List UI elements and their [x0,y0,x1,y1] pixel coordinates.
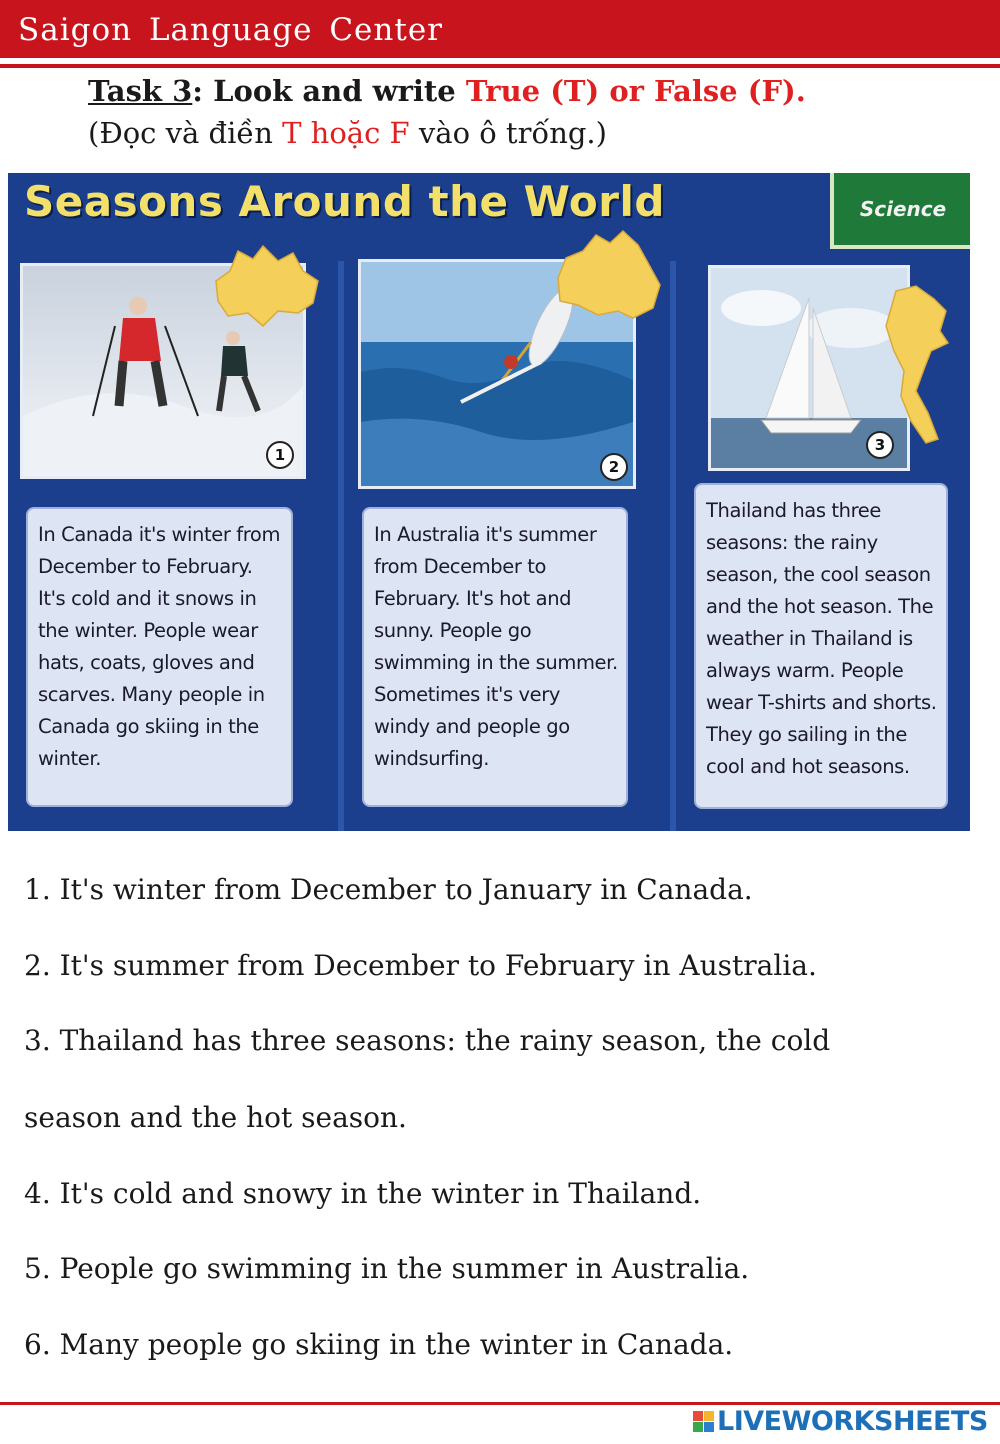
panel-number: 2 [600,453,628,481]
task-subheading [88,116,607,150]
panel-number: 1 [266,441,294,469]
task-heading [88,74,806,108]
question-3-continued: season and the hot season. [24,1101,407,1134]
task-instruction: : Look and write [192,74,466,108]
question-2: 2. It's summer from December to February in Australia. [24,949,817,982]
panel-text-australia: In Australia it's summer from December to February. It's hot and sunny. People go swimming in the summer. Sometimes it's very windy and people go windsurfing. [362,507,628,807]
sub-open: (Đọc và điền [88,116,283,150]
science-tag: Science [830,173,970,249]
question-1: 1. It's winter from December to January in Canada. [24,873,753,906]
australia-map-icon [548,223,668,333]
panel-text-thailand: Thailand has three seasons: the rainy season, the cool season and the hot season. The weather in Thailand is always warm. People wear T-shirts and shorts. They go sailing in the cool and hot seasons. [694,483,948,809]
header-title: Saigon Language Center [18,12,443,48]
poster-divider [338,261,344,831]
seasons-poster [8,173,970,831]
panel-number: 3 [866,431,894,459]
footer-divider [0,1402,1000,1405]
sub-close: vào ô trống.) [409,116,607,150]
header-bar [0,0,1000,58]
question-5: 5. People go swimming in the summer in Australia. [24,1252,750,1285]
panel-text-canada: In Canada it's winter from December to February. It's cold and it snows in the winter. People wear hats, coats, gloves and scarves. Many people in Canada go skiing in the winter. [26,507,293,807]
poster-divider [670,261,676,831]
question-3: 3. Thailand has three seasons: the rainy season, the cold [24,1024,831,1057]
task-label: Task 3 [88,74,193,108]
header-divider [0,64,1000,68]
liveworksheets-brand: LIVEWORKSHEETS [717,1406,988,1437]
task-instruction-highlight: True (T) or False (F). [465,74,806,108]
question-4: 4. It's cold and snowy in the winter in Thailand. [24,1177,702,1210]
canada-map-icon [208,241,328,346]
poster-title: Seasons Around the World [24,177,665,226]
sub-highlight: T hoặc F [282,116,410,150]
liveworksheets-logo[interactable] [693,1406,988,1437]
question-6: 6. Many people go skiing in the winter in Canada. [24,1328,734,1361]
liveworksheets-icon [693,1411,714,1432]
thailand-map-icon [876,281,956,451]
